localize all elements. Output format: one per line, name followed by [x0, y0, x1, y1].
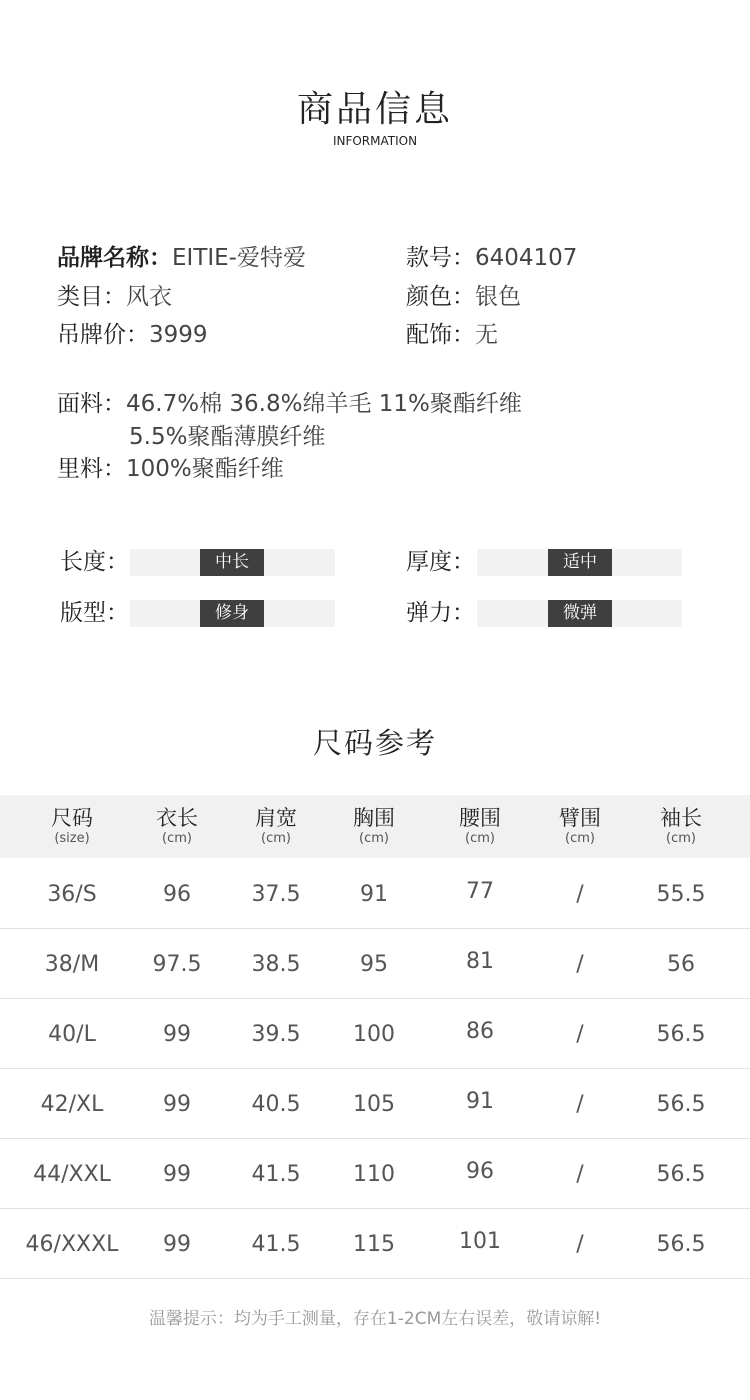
cell-size: 42/XL — [40, 1092, 104, 1117]
size-table-header — [0, 795, 750, 858]
style-no-row — [406, 243, 577, 273]
tag-price-row — [57, 320, 208, 350]
lining-label: 里料： — [57, 456, 126, 482]
cell-arm: / — [576, 952, 584, 977]
cell-sleeve: 56.5 — [656, 1162, 706, 1187]
cell-length: 96 — [163, 882, 191, 907]
cell-waist: 101 — [459, 1229, 501, 1254]
lining-row — [57, 454, 284, 484]
category-label: 类目： — [57, 284, 126, 310]
category-row — [57, 282, 172, 312]
cell-sleeve: 56.5 — [656, 1092, 706, 1117]
header-size-name: 尺码 — [51, 806, 93, 830]
fit-indicator: 修身 — [200, 600, 264, 627]
accessory-label: 配饰： — [406, 322, 475, 348]
cell-waist: 86 — [466, 1019, 494, 1044]
cell-size: 38/M — [44, 952, 100, 977]
header-arm-name: 臂围 — [559, 806, 601, 830]
header-sleeve-name: 袖长 — [660, 806, 702, 830]
elasticity-label: 弹力： — [406, 600, 475, 626]
measurement-note: 温馨提示：均为手工测量，存在1-2CM左右误差，敬请谅解! — [148, 1309, 602, 1329]
elasticity-indicator: 微弹 — [548, 600, 612, 627]
table-row — [0, 1209, 750, 1279]
page-subtitle: INFORMATION — [332, 134, 418, 148]
cell-arm: / — [576, 882, 584, 907]
header-size-unit: (size) — [54, 831, 90, 846]
header-chest — [325, 795, 423, 858]
cell-length: 97.5 — [152, 952, 202, 977]
accessory-value: 无 — [475, 322, 498, 348]
cell-shoulder: 38.5 — [251, 952, 301, 977]
cell-arm: / — [576, 1092, 584, 1117]
cell-shoulder: 40.5 — [251, 1092, 301, 1117]
category-value: 风衣 — [126, 284, 172, 310]
header-size — [22, 795, 122, 858]
table-row — [0, 859, 750, 929]
cell-length: 99 — [163, 1092, 191, 1117]
cell-chest: 115 — [353, 1232, 395, 1257]
header-waist-name: 腰围 — [459, 806, 501, 830]
cell-shoulder: 39.5 — [251, 1022, 301, 1047]
cell-chest: 110 — [353, 1162, 395, 1187]
cell-arm: / — [576, 1232, 584, 1257]
cell-length: 99 — [163, 1022, 191, 1047]
cell-length: 99 — [163, 1232, 191, 1257]
header-shoulder-name: 肩宽 — [255, 806, 297, 830]
cell-sleeve: 56.5 — [656, 1022, 706, 1047]
header-arm-unit: (cm) — [565, 831, 595, 846]
header-sleeve-unit: (cm) — [666, 831, 696, 846]
table-row — [0, 1069, 750, 1139]
header-chest-unit: (cm) — [359, 831, 389, 846]
tag-price-label: 吊牌价： — [57, 322, 149, 348]
header-length-unit: (cm) — [162, 831, 192, 846]
cell-waist: 77 — [466, 879, 494, 904]
cell-length: 99 — [163, 1162, 191, 1187]
header-shoulder — [227, 795, 325, 858]
cell-sleeve: 56 — [667, 952, 695, 977]
header-arm — [531, 795, 629, 858]
style-no-value: 6404107 — [475, 245, 578, 271]
cell-shoulder: 41.5 — [251, 1232, 301, 1257]
length-label: 长度： — [60, 549, 129, 575]
page-title: 商品信息 — [296, 89, 453, 130]
brand-row — [57, 243, 306, 273]
cell-waist: 91 — [466, 1089, 494, 1114]
cell-arm: / — [576, 1022, 584, 1047]
cell-size: 36/S — [47, 882, 97, 907]
cell-shoulder: 41.5 — [251, 1162, 301, 1187]
cell-chest: 95 — [360, 952, 388, 977]
thickness-indicator: 适中 — [548, 549, 612, 576]
header-length-name: 衣长 — [156, 806, 198, 830]
header-waist — [431, 795, 529, 858]
brand-label: 品牌名称： — [57, 245, 172, 271]
size-chart-title: 尺码参考 — [312, 726, 437, 760]
header-sleeve — [632, 795, 730, 858]
header-waist-unit: (cm) — [465, 831, 495, 846]
style-no-label: 款号： — [406, 245, 475, 271]
cell-sleeve: 55.5 — [656, 882, 706, 907]
color-row — [406, 282, 521, 312]
lining-value: 100%聚酯纤维 — [126, 456, 284, 482]
cell-sleeve: 56.5 — [656, 1232, 706, 1257]
table-row — [0, 1139, 750, 1209]
outer-fabric-line2: 5.5%聚酯薄膜纤维 — [129, 424, 326, 450]
color-label: 颜色： — [406, 284, 475, 310]
length-indicator: 中长 — [200, 549, 264, 576]
header-shoulder-unit: (cm) — [261, 831, 291, 846]
table-row — [0, 929, 750, 999]
header-length — [128, 795, 226, 858]
cell-size: 46/XXXL — [25, 1232, 119, 1257]
cell-chest: 91 — [360, 882, 388, 907]
header-chest-name: 胸围 — [353, 806, 395, 830]
outer-fabric-line1: 46.7%棉 36.8%绵羊毛 11%聚酯纤维 — [126, 391, 522, 417]
cell-waist: 81 — [466, 949, 494, 974]
tag-price-value: 3999 — [149, 322, 208, 348]
cell-size: 44/XXL — [33, 1162, 111, 1187]
cell-shoulder: 37.5 — [251, 882, 301, 907]
fit-label: 版型： — [60, 600, 129, 626]
outer-fabric-label: 面料： — [57, 391, 126, 417]
table-row — [0, 999, 750, 1069]
accessory-row — [406, 320, 498, 350]
cell-arm: / — [576, 1162, 584, 1187]
brand-value: EITIE-爱特爱 — [172, 245, 306, 271]
cell-waist: 96 — [466, 1159, 494, 1184]
color-value: 银色 — [475, 284, 521, 310]
cell-chest: 105 — [353, 1092, 395, 1117]
cell-chest: 100 — [353, 1022, 395, 1047]
outer-fabric-row — [57, 389, 522, 419]
thickness-label: 厚度： — [406, 549, 475, 575]
cell-size: 40/L — [48, 1022, 96, 1047]
